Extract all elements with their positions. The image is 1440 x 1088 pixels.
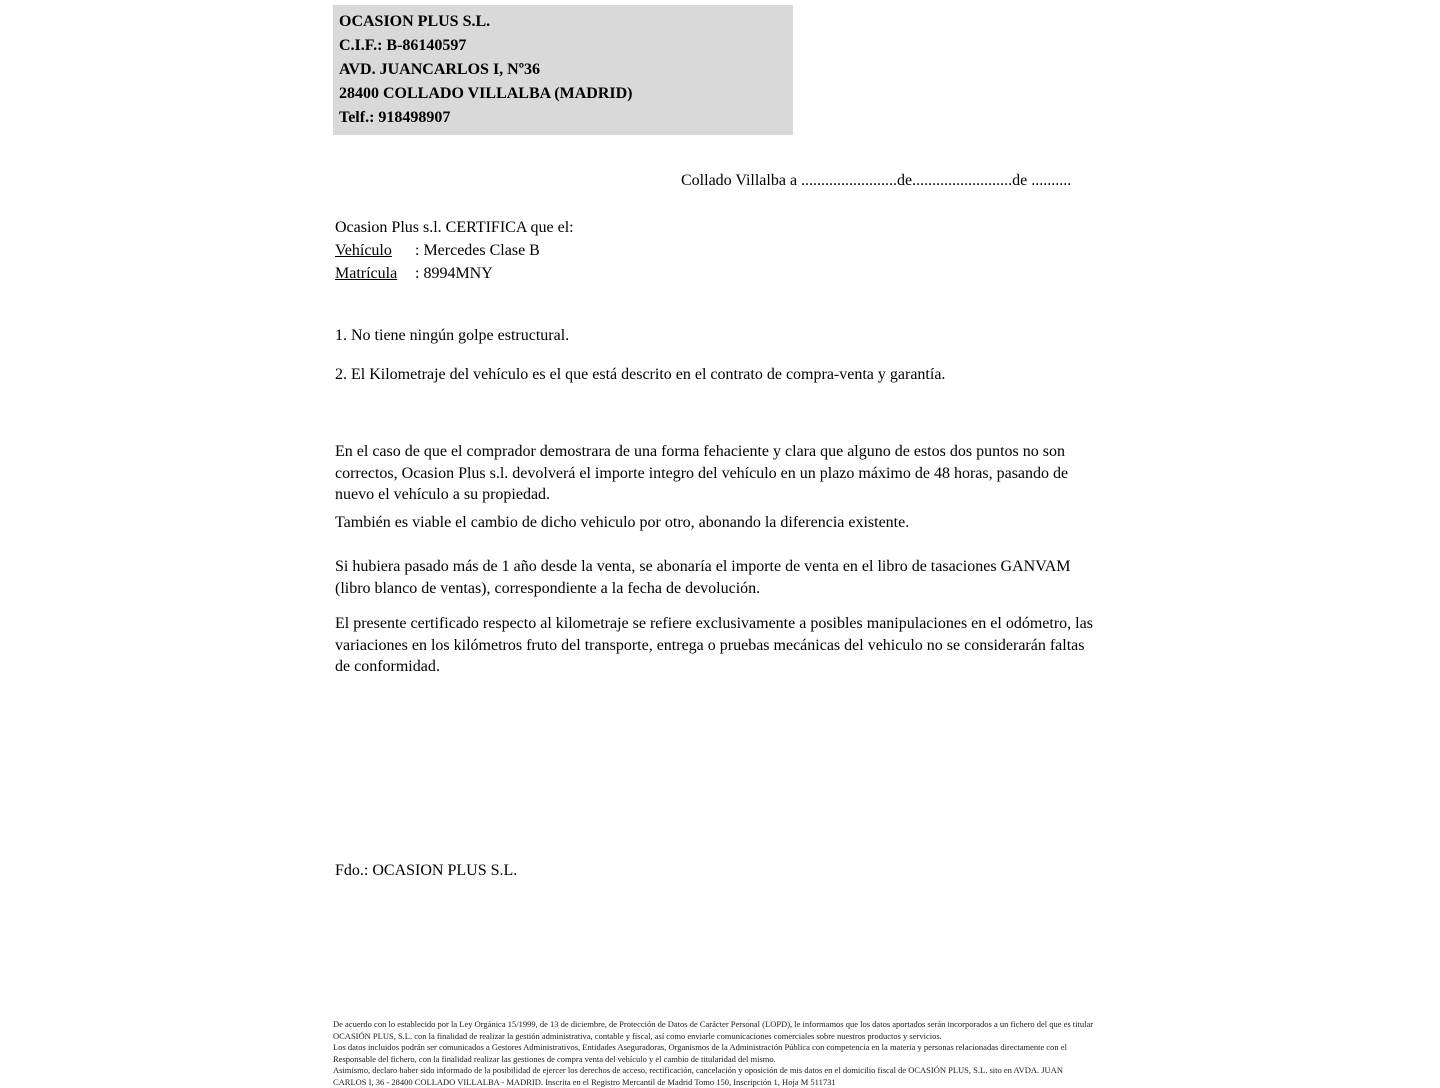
- vehicle-line: [335, 240, 540, 261]
- point-2: 2. El Kilometraje del vehículo es el que está descrito en el contrato de compra-venta y garantía.: [335, 364, 945, 385]
- legal-footer-line-3: Los datos incluidos podrán ser comunicados a Gestores Administrativos, Entidades Aseguradoras, Organismos de la Administración Pública con competencia en la materia y personas relacionadas directamente con el: [333, 1042, 1113, 1054]
- legal-footer-line-1: De acuerdo con lo establecido por la Ley Orgánica 15/1999, de 13 de diciembre, de Protección de Datos de Carácter Personal (LOPD), le informamos que los datos aportados serán incorporados a un fichero del que es titular: [333, 1019, 1113, 1031]
- paragraph-odometer: El presente certificado respecto al kilometraje se refiere exclusivamente a posibles manipulaciones en el odómetro, las variaciones en los kilómetros fruto del transporte, entrega o pruebas mecánicas del vehiculo no se considerarán faltas de conformidad.: [335, 613, 1097, 678]
- certifica-line: Ocasion Plus s.l. CERTIFICA que el:: [335, 217, 574, 238]
- company-address: AVD. JUANCARLOS I, Nº36: [339, 58, 793, 82]
- company-city: 28400 COLLADO VILLALBA (MADRID): [339, 82, 793, 106]
- plate-label: Matrícula: [335, 263, 415, 284]
- plate-line: [335, 263, 493, 284]
- legal-footer-line-6: CARLOS I, 36 - 28400 COLLADO VILLALBA - MADRID. Inscrita en el Registro Mercantil de Madrid Tomo 150, Inscripción 1, Hoja M 511731: [333, 1077, 1113, 1088]
- company-header: [333, 5, 793, 135]
- vehicle-label: Vehículo: [335, 240, 415, 261]
- paragraph-ganvam: Si hubiera pasado más de 1 año desde la venta, se abonaría el importe de venta en el libro de tasaciones GANVAM (libro blanco de ventas), correspondiente a la fecha de devolución.: [335, 556, 1097, 599]
- vehicle-value: : Mercedes Clase B: [415, 242, 540, 259]
- legal-footer: [333, 1019, 1113, 1088]
- paragraph-exchange: También es viable el cambio de dicho vehiculo por otro, abonando la diferencia existente.: [335, 512, 1097, 534]
- point-1: 1. No tiene ningún golpe estructural.: [335, 325, 569, 346]
- plate-value: : 8994MNY: [415, 265, 493, 282]
- signature-line: Fdo.: OCASION PLUS S.L.: [335, 862, 517, 880]
- legal-footer-line-2: OCASIÓN PLUS, S.L. con la finalidad de realizar la gestión administrativa, contable y fiscal, así como enviarle comunicaciones comerciales sobre nuestros productos y servicios.: [333, 1031, 1113, 1043]
- company-cif: C.I.F.: B-86140597: [339, 34, 793, 58]
- legal-footer-line-4: Responsable del fichero, con la finalidad realizar las gestiones de compra venta del vehículo y el cambio de titularidad del mismo.: [333, 1054, 1113, 1066]
- date-line: Collado Villalba a ........................de.........................de ..........: [681, 172, 1071, 190]
- company-name: OCASION PLUS S.L.: [339, 10, 793, 34]
- legal-footer-line-5: Asimismo, declaro haber sido informado de la posibilidad de ejercer los derechos de acceso, rectificación, cancelación y oposición de mis datos en el domicilio fiscal de OCASIÓN PLUS, S.L. sito en AVDA. JUAN: [333, 1065, 1113, 1077]
- company-phone: Telf.: 918498907: [339, 106, 793, 130]
- paragraph-refund: En el caso de que el comprador demostrara de una forma fehaciente y clara que alguno de estos dos puntos no son correctos, Ocasion Plus s.l. devolverá el importe integro del vehículo en un plazo máximo de 48 horas, pasando de nuevo el vehículo a su propiedad.: [335, 441, 1097, 506]
